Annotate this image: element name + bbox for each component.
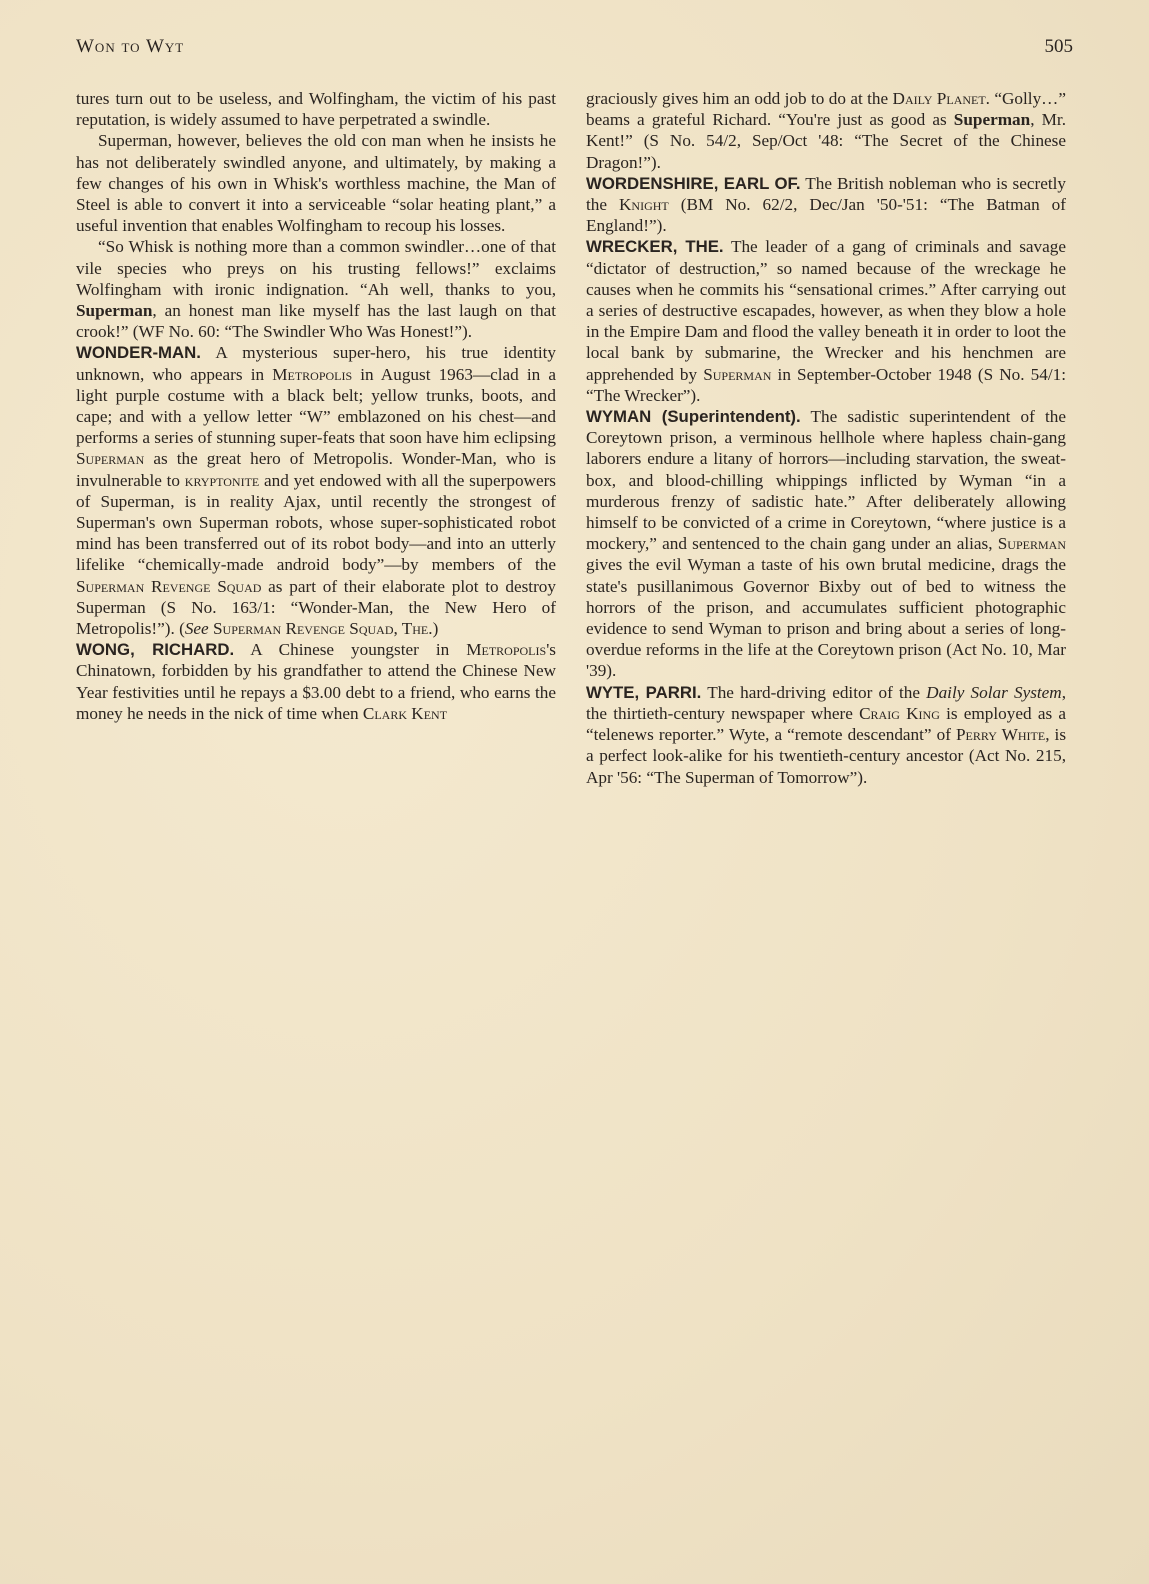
entry-heading: WYMAN (Superintendent). (586, 407, 801, 427)
paragraph-whisk-quote: “So Whisk is nothing more than a common swindler…one of that vile species who preys on his trusting fellows!” exclaims Wolfingham with ironic indignation. “Ah well, thanks to you, Superman, an honest man like myself has the last laugh on that crook!” (WF No. 60: “The Swindler Who Was Honest!”). (76, 237, 556, 342)
paragraph-superman-believes: Superman, however, believes the old con man when he insists he has not deliberately swindled anyone, and ultimately, by making a few changes of his own in Whisk's worthless machine, the Man of Steel is able to convert it into a serviceable “solar heating plant,” a useful invention that enables Wolfingham to recoup his losses. (76, 131, 556, 236)
left-column (76, 88, 556, 724)
entry-wong-continued: graciously gives him an odd job to do at the Daily Planet. “Golly…” beams a grateful Richard. “You're just as good as Superman, Mr. Kent!” (S No. 54/2, Sep/Oct '48: “The Secret of the Chinese Dragon!”). (586, 89, 1066, 172)
entry-heading: WONG, RICHARD. (76, 640, 235, 660)
entry-wordenshire: WORDENSHIRE, EARL OF. The British nobleman who is secretly the Knight (BM No. 62/2, Dec/Jan '50-'51: “The Batman of England!”). (586, 173, 1066, 236)
entry-heading: WORDENSHIRE, EARL OF. (586, 173, 801, 193)
entry-wyte-parri: WYTE, PARRI. The hard-driving editor of the Daily Solar System, the thirtieth-century newspaper where Craig King is employed as a “telenews reporter.” Wyte, a “remote descendant” of Perry White, is a perfect look-alike for his twentieth-century ancestor (Act No. 215, Apr '56: “The Superman of Tomorrow”). (586, 682, 1067, 787)
page-number: 505 (1044, 36, 1073, 57)
entry-wrecker: WRECKER, THE. The leader of a gang of criminals and savage “dictator of destruction,” so named because of the wreckage he causes when he commits his “sensational crimes.” After carrying out a series of destructive escapades, however, as when they blow a hole in the Empire Dam and flood the valley beneath it in order to loot the local bank by submarine, the Wrecker and his henchmen are apprehended by Superman in September-October 1948 (S No. 54/1: “The Wrecker”). (586, 237, 1067, 405)
entry-wong-richard: WONG, RICHARD. A Chinese youngster in Metropolis's Chinatown, forbidden by his grandfather to attend the Chinese New Year festivities until he repays a $3.00 debt to a friend, who earns the money he needs in the nick of time when Clark Kent (76, 640, 556, 723)
entry-wyman: WYMAN (Superintendent). The sadistic superintendent of the Coreytown prison, a verminous hellhole where hapless chain-gang laborers endure a litany of horrors—including starvation, the sweat-box, and blood-chilling whippings inflicted by Wyman “in a murderous frenzy of sadistic hate.” After deliberately allowing himself to be convicted of a crime in Coreytown, “where justice is a mockery,” and sentenced to the chain gang under an alias, Superman gives the evil Wyman a taste of his own brutal medicine, drags the state's pusillanimous Governor Bixby out of bed to witness the horrors of the prison, and accumulates sufficient photographic evidence to send Wyman to prison and bring about a series of long-overdue reforms in the life at the Coreytown prison (Act No. 10, Mar '39). (586, 407, 1066, 681)
running-head-title: Won to Wyt (76, 36, 185, 57)
entry-heading: WONDER-MAN. (76, 343, 201, 363)
entry-wonder-man: WONDER-MAN. A mysterious super-hero, his true identity unknown, who appears in Metropolis in August 1963—clad in a light purple costume with a black belt; yellow trunks, boots, and cape; and with a yellow letter “W” emblazoned on his chest—and performs a series of stunning super-feats that soon have him eclipsing Superman as the great hero of Metropolis. Wonder-Man, who is invulnerable to kryptonite and yet endowed with all the superpowers of Superman, is in reality Ajax, until recently the strongest of Superman's own Superman robots, whose super-sophisticated robot mind has been transferred out of its robot body—and into an utterly lifelike “chemically-made android body”—by members of the Superman Revenge Squad as part of their elaborate plot to destroy Superman (S No. 163/1: “Wonder-Man, the New Hero of Metropolis!”). (See Superman Revenge Squad, The.) (76, 343, 557, 639)
entry-heading: WRECKER, THE. (586, 237, 724, 257)
right-column (586, 88, 1066, 788)
entry-heading: WYTE, PARRI. (586, 682, 702, 702)
running-head (76, 36, 1073, 66)
paragraph-continued: tures turn out to be useless, and Wolfingham, the victim of his past reputation, is widely assumed to have perpetrated a swindle. (76, 89, 556, 130)
